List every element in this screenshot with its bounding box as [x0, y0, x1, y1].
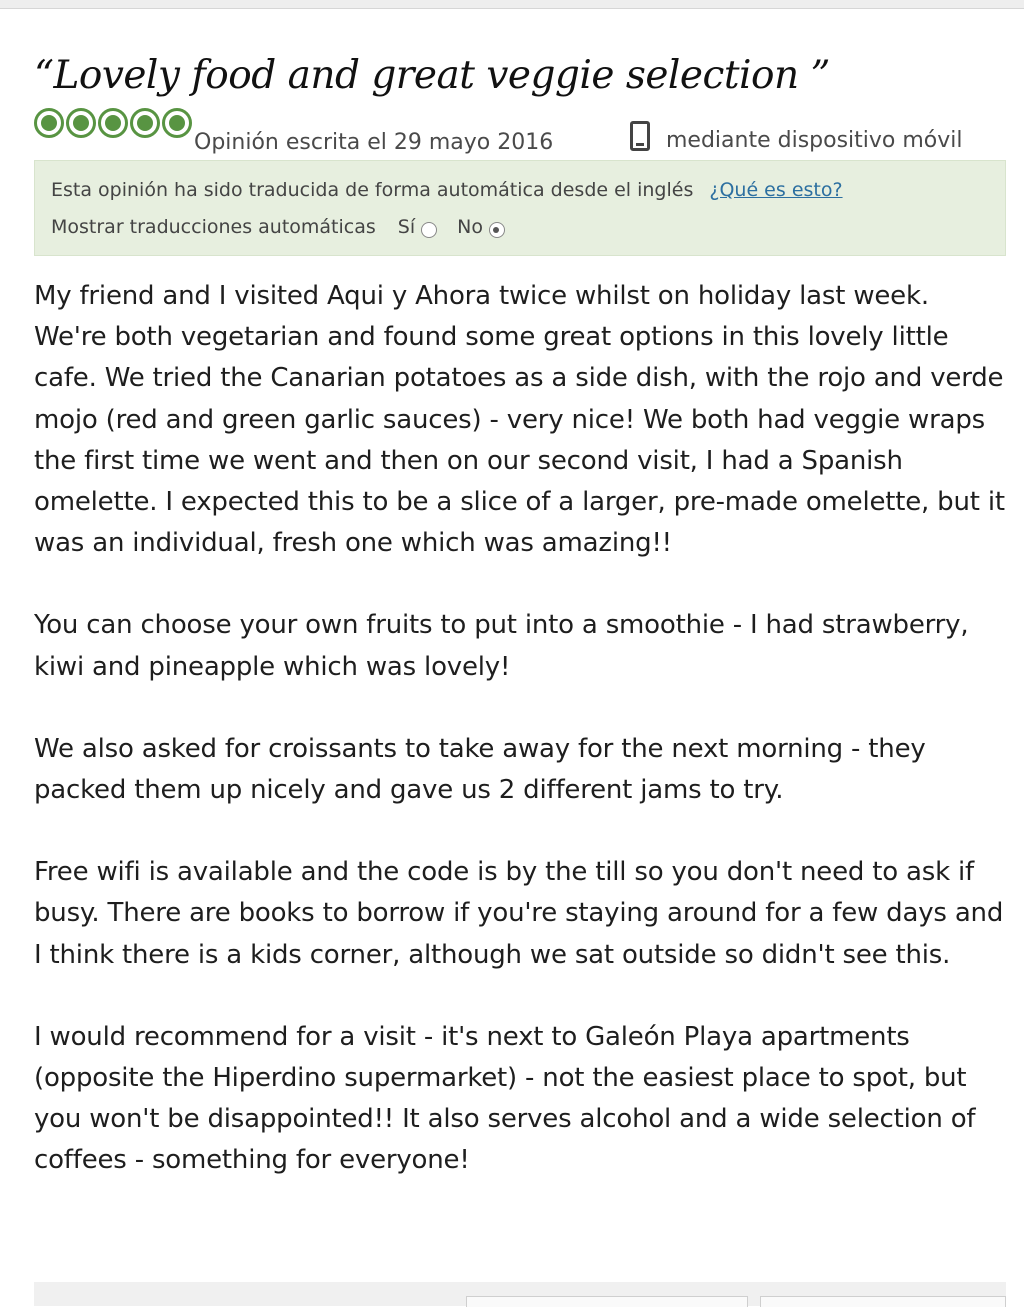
footer-button[interactable]: [466, 1296, 748, 1307]
translation-notice: [34, 160, 1006, 256]
radio-no[interactable]: [489, 222, 505, 238]
radio-yes-label: Sí: [397, 216, 416, 238]
rating-bubble-icon: [162, 108, 192, 138]
whats-this-link[interactable]: ¿Qué es esto?: [709, 179, 843, 201]
rating-bubble-icon: [34, 108, 64, 138]
review-footer: [34, 1282, 1006, 1306]
translation-toggle-label: Mostrar traducciones automáticas: [51, 216, 376, 238]
review-title[interactable]: “Lovely food and great veggie selection ”: [34, 53, 830, 98]
footer-button[interactable]: [760, 1296, 1006, 1307]
rating-bubble-icon: [130, 108, 160, 138]
mobile-phone-icon: [630, 121, 650, 151]
review-date: Opinión escrita el 29 mayo 2016: [194, 130, 554, 155]
rating-bubble-icon: [98, 108, 128, 138]
review-paragraph: My friend and I visited Aqui y Ahora twice whilst on holiday last week. We're both vegetarian and found some great options in this lovely little cafe. We tried the Canarian potatoes as a side dish, with the rojo and verde mojo (red and green garlic sauces) - very nice! We both had veggie wraps the first time we went and then on our second visit, I had a Spanish omelette. I expected this to be a slice of a larger, pre-made omelette, but it was an individual, fresh one which was amazing!!: [34, 281, 1005, 559]
review-paragraph: I would recommend for a visit - it's next to Galeón Playa apartments (opposite the Hiperdino supermarket) - not the easiest place to spot, but you won't be disappointed!! It also serves alcohol and a wide selection of coffees - something for everyone!: [34, 1021, 976, 1176]
review-paragraph: We also asked for croissants to take away for the next morning - they packed them up nicely and gave us 2 different jams to try.: [34, 733, 926, 806]
radio-yes[interactable]: [421, 222, 437, 238]
device-text: mediante dispositivo móvil: [666, 128, 963, 153]
top-divider: [0, 0, 1024, 9]
device-info: [630, 118, 963, 153]
translation-radio-group: [398, 207, 525, 247]
radio-no-label: No: [457, 216, 483, 238]
review-paragraph: You can choose your own fruits to put into a smoothie - I had strawberry, kiwi and pineapple which was lovely!: [34, 610, 969, 682]
review-body: [34, 276, 1006, 1182]
review-card: [34, 40, 1006, 1223]
review-meta: [34, 108, 1006, 156]
rating-bubbles: [34, 108, 192, 140]
review-paragraph: Free wifi is available and the code is by the till so you don't need to ask if busy. There are books to borrow if you're staying around for a few days and I think there is a kids corner, although we sat outside so didn't see this.: [34, 857, 1004, 970]
rating-bubble-icon: [66, 108, 96, 138]
translation-notice-text: Esta opinión ha sido traducida de forma automática desde el inglés: [51, 179, 694, 201]
